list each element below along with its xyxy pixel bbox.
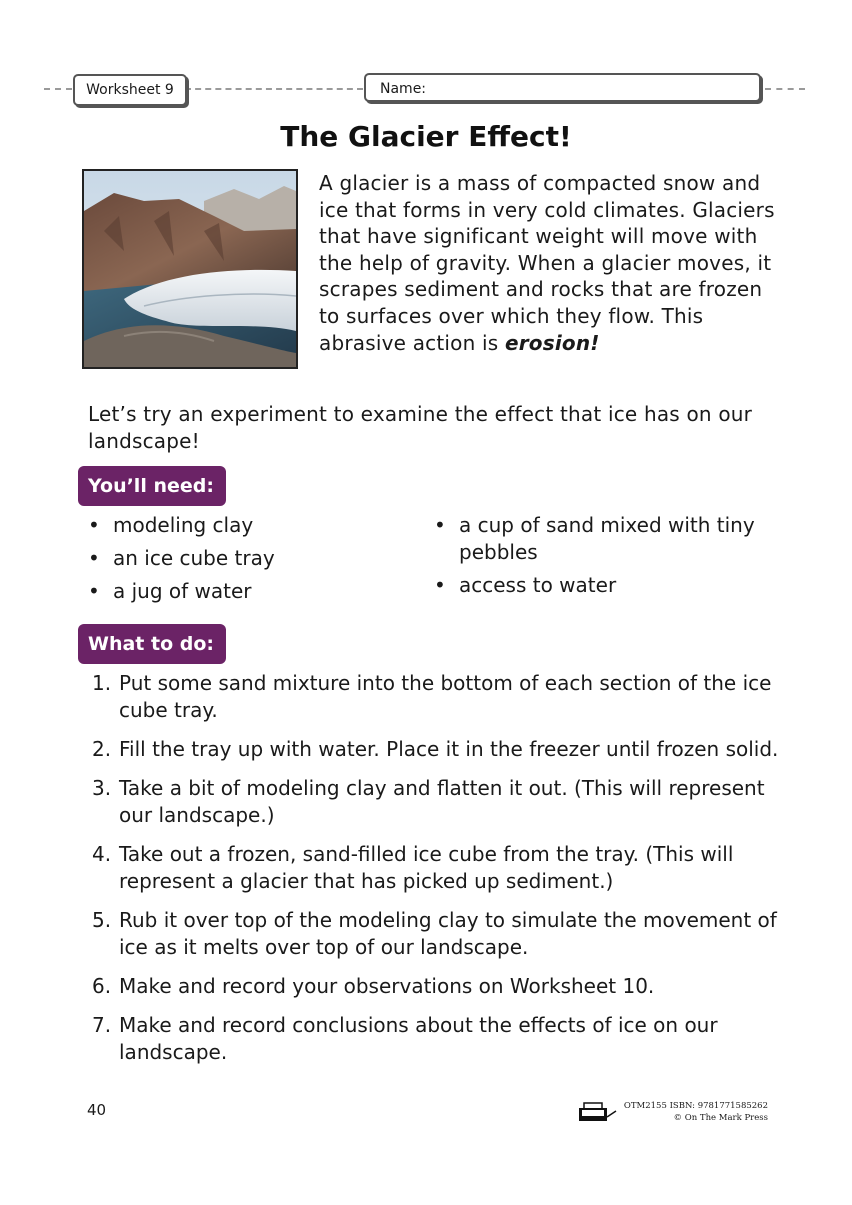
- step-text: Make and record conclusions about the effects of ice on our landscape.: [119, 1013, 718, 1064]
- step-item: [92, 1012, 782, 1066]
- list-item: [88, 545, 388, 572]
- list-item: [434, 572, 774, 599]
- steps-heading: What to do:: [78, 624, 226, 664]
- list-item: [434, 512, 774, 566]
- step-item: [92, 907, 782, 961]
- glacier-image: [84, 171, 296, 367]
- list-item: [88, 578, 388, 605]
- glacier-photo: [82, 169, 298, 369]
- step-number: 2.: [92, 737, 112, 761]
- step-text: Make and record your observations on Worksheet 10.: [119, 974, 655, 998]
- step-number: 5.: [92, 908, 112, 932]
- needs-list-right: [434, 512, 774, 605]
- worksheet-label: Worksheet 9: [73, 74, 187, 106]
- step-item: [92, 775, 782, 829]
- step-text: Fill the tray up with water. Place it in the freezer until frozen solid.: [119, 737, 779, 761]
- step-number: 3.: [92, 776, 112, 800]
- step-item: [92, 841, 782, 895]
- step-item: [92, 973, 782, 1000]
- bullet: •: [88, 579, 100, 603]
- intro-emphasis: erosion!: [504, 330, 600, 355]
- step-number: 6.: [92, 974, 112, 998]
- bullet: •: [88, 546, 100, 570]
- name-label: Name:: [380, 81, 427, 97]
- step-text: Put some sand mixture into the bottom of each section of the ice cube tray.: [119, 671, 772, 722]
- list-item: [88, 512, 388, 539]
- bullet: •: [434, 573, 446, 597]
- footer-code-line: OTM2155 ISBN: 9781771585262: [623, 1101, 768, 1111]
- list-item-text: an ice cube tray: [113, 546, 275, 570]
- header-dash-middle: [185, 88, 363, 90]
- footer-credits: [622, 1100, 768, 1124]
- steps-list: [92, 670, 782, 1078]
- page-number: 40: [87, 1101, 107, 1119]
- list-item-text: a jug of water: [113, 579, 252, 603]
- header-dash-right: [765, 88, 805, 90]
- needs-list-left: [88, 512, 388, 611]
- list-item-text: modeling clay: [113, 513, 254, 537]
- bullet: •: [88, 513, 100, 537]
- step-item: [92, 670, 782, 724]
- page-title: The Glacier Effect!: [280, 120, 572, 153]
- header-dash-left: [44, 88, 72, 90]
- name-field[interactable]: [364, 73, 761, 102]
- step-text: Rub it over top of the modeling clay to simulate the movement of ice as it melts over top of our landscape.: [119, 908, 777, 959]
- step-text: Take a bit of modeling clay and flatten it out. (This will represent our landscape.): [119, 776, 765, 827]
- lead-paragraph: Let’s try an experiment to examine the effect that ice has on our landscape!: [88, 402, 753, 453]
- step-number: 4.: [92, 842, 112, 866]
- step-number: 1.: [92, 671, 112, 695]
- intro-paragraph: [319, 170, 789, 356]
- step-item: [92, 736, 782, 763]
- step-text: Take out a frozen, sand-filled ice cube from the tray. (This will represent a glacier that has picked up sediment.): [119, 842, 734, 893]
- step-number: 7.: [92, 1013, 112, 1037]
- publisher-logo-icon: [578, 1102, 618, 1128]
- footer-publisher: © On The Mark Press: [673, 1113, 768, 1123]
- list-item-text: a cup of sand mixed with tiny pebbles: [459, 513, 755, 564]
- needs-heading: You’ll need:: [78, 466, 226, 506]
- list-item-text: access to water: [459, 573, 617, 597]
- bullet: •: [434, 513, 446, 537]
- intro-text: A glacier is a mass of compacted snow and ice that forms in very cold climates. Glaciers that have significant weight will move with the help of gravity. When a glacier moves, it scrapes sediment and rocks that are frozen to surfaces over which they flow. This abrasive action is: [319, 171, 775, 355]
